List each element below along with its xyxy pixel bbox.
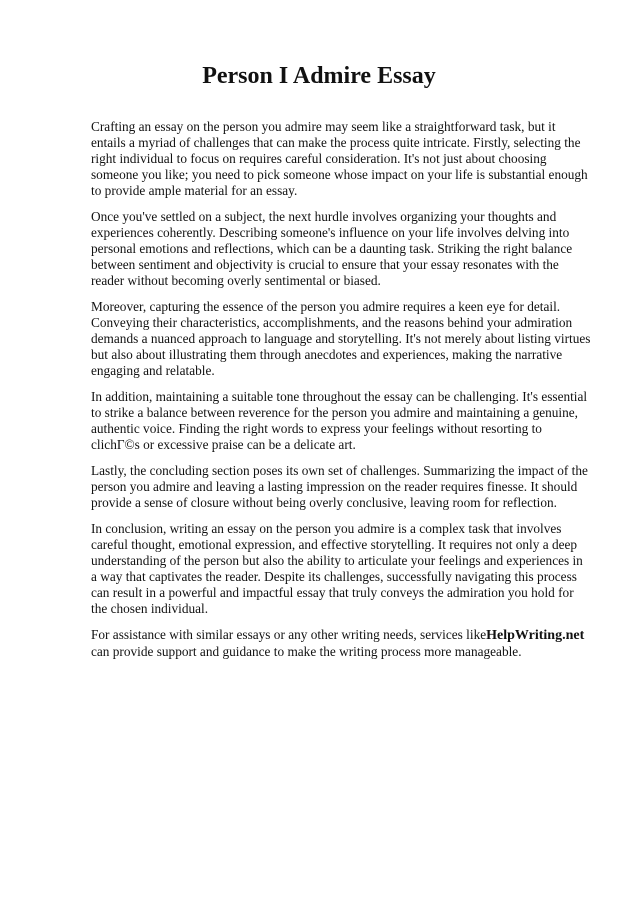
paragraph-1: Crafting an essay on the person you admire may seem like a straightforward task, but it entails a myriad of challenges that can make the process quite intricate. Firstly, selecting the right individual to focus on requires careful consideration. It's not just about choosing someone you like; you need to pick someone whose impact on your life is substantial enough to provide ample material for an essay. [91,119,588,198]
paragraph-4: In addition, maintaining a suitable tone throughout the essay can be challenging. It's essential to strike a balance between reverence for the person you admire and maintaining a genuine, authentic voice. Finding the right words to express your feelings without resorting to clichГ©s or excessive praise can be a delicate art. [91,389,588,452]
closing-paragraph [91,627,591,660]
paragraph-6: In conclusion, writing an essay on the person you admire is a complex task that involves careful thought, emotional expression, and effective storytelling. It requires not only a deep understanding of the person but also the ability to articulate your feelings and experiences in a way that captivates the reader. Despite its challenges, successfully navigating this process can result in a powerful and impactful essay that truly conveys the admiration you hold for the chosen individual. [91,521,583,616]
brand-link[interactable]: HelpWriting.net [486,628,585,643]
paragraph-3: Moreover, capturing the essence of the person you admire requires a keen eye for detail. Conveying their characteristics, accomplishments, and the reasons behind your admiration demands a nuanced approach to language and storytelling. It's not merely about listing virtues but also about illustrating them through anecdotes and experiences, making the narrative engaging and relatable. [91,299,591,378]
essay-body [91,119,591,670]
closing-text-after: can provide support and guidance to make the writing process more manageable. [91,644,522,659]
page-title: Person I Admire Essay [202,63,436,89]
paragraph-5: Lastly, the concluding section poses its own set of challenges. Summarizing the impact of the person you admire and leaving a lasting impression on the reader requires finesse. It should provide a sense of closure without being overly conclusive, leaving room for reflection. [91,463,588,510]
paragraph-2: Once you've settled on a subject, the next hurdle involves organizing your thoughts and experiences coherently. Describing someone's influence on your life involves delving into personal emotions and reflections, which can be a daunting task. Striking the right balance between sentiment and objectivity is crucial to ensure that your essay resonates with the reader without becoming overly sentimental or biased. [91,209,573,288]
closing-text-before: For assistance with similar essays or any other writing needs, services like [91,627,487,642]
